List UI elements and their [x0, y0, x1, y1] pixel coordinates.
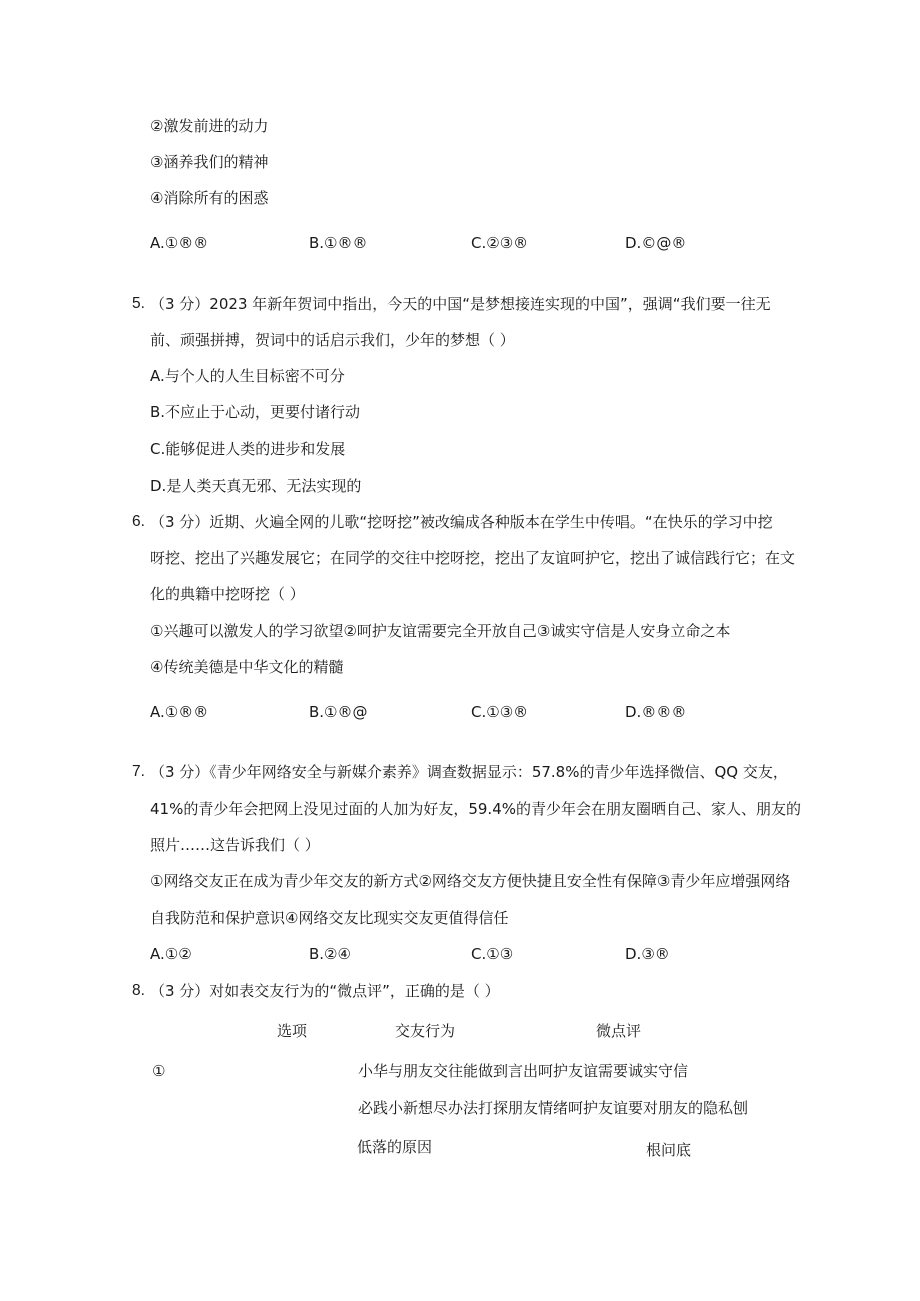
- q7-option-d: D.③®: [625, 945, 670, 963]
- table-row-line-1: 小华与朋友交往能做到言出呵护友谊需要诚实守信: [358, 1062, 689, 1080]
- q4-item-2: ②激发前进的动力: [150, 117, 269, 135]
- q7-option-c: C.①③: [471, 945, 514, 963]
- q7-option-b: B.②④: [309, 945, 351, 963]
- q6-option-c: C.①③®: [471, 703, 529, 721]
- q6-option-a: A.①®®: [150, 703, 209, 721]
- q8-stem-line-1: （3 分）对如表交友行为的“微点评”，正确的是（ ）: [150, 982, 500, 1000]
- q6-stem-line-1: （3 分）近期、火遍全网的儿歌“挖呀挖”被改编成各种版本在学生中传唱。“在快乐的学习中挖: [150, 513, 773, 531]
- table-row-line-3b: 根问底: [646, 1141, 692, 1159]
- q7-statements-line-1: ①网络交友正在成为青少年交友的新方式②网络交友方便快捷且安全性有保障③青少年应增强网络: [150, 872, 791, 890]
- q6-statements-line-2: ④传统美德是中华文化的精髓: [150, 658, 344, 676]
- q7-statements-line-2: 自我防范和保护意识④网络交友比现实交友更值得信任: [150, 909, 509, 927]
- q5-option-d: D.是人类天真无邪、无法实现的: [150, 477, 362, 495]
- q5-number: 5.: [132, 295, 145, 312]
- q6-statements-line-1: ①兴趣可以激发人的学习欲望②呵护友谊需要完全开放自己③诚实守信是人安身立命之本: [150, 622, 731, 640]
- q4-option-a: A.①®®: [150, 234, 209, 252]
- q6-option-d: D.®®®: [625, 703, 687, 721]
- table-row-line-2: 必践小新想尽办法打探朋友情绪呵护友谊要对朋友的隐私刨: [358, 1099, 749, 1117]
- q4-option-b: B.①®®: [309, 234, 368, 252]
- table-row-marker: ①: [152, 1062, 166, 1080]
- q7-stem-line-3: 照片……这告诉我们（ ）: [150, 836, 320, 854]
- q4-item-4: ④消除所有的困惑: [150, 189, 269, 207]
- q7-stem-line-1: （3 分）《青少年网络安全与新媒介素养》调查数据显示：57.8%的青少年选择微信、QQ 交友，: [150, 763, 788, 781]
- table-row-line-3a: 低落的原因: [357, 1138, 433, 1156]
- table-header-comment: 微点评: [596, 1022, 642, 1040]
- q4-item-3: ③涵养我们的精神: [150, 153, 269, 171]
- q7-number: 7.: [132, 763, 145, 780]
- q4-option-d: D.©@®: [625, 234, 687, 252]
- q5-option-a: A.与个人的人生目标密不可分: [150, 367, 345, 385]
- table-header-behavior: 交友行为: [395, 1022, 456, 1040]
- q7-option-a: A.①②: [150, 945, 192, 963]
- q6-option-b: B.①®@: [309, 703, 368, 721]
- q7-stem-line-2: 41%的青少年会把网上没见过面的人加为好友，59.4%的青少年会在朋友圈晒自己、家人、朋友的: [150, 800, 801, 818]
- q4-option-c: C.②③®: [471, 234, 529, 252]
- q6-stem-line-3: 化的典籍中挖呀挖（ ）: [150, 585, 305, 603]
- q8-number: 8.: [132, 982, 145, 999]
- q5-stem-line-1: （3 分）2023 年新年贺词中指出，今天的中国“是梦想接连实现的中国”，强调“我们要一往无: [150, 295, 771, 313]
- q5-option-b: B.不应止于心动，更要付诸行动: [150, 403, 361, 421]
- q5-stem-line-2: 前、顽强拼搏，贺词中的话启示我们，少年的梦想（ ）: [150, 331, 515, 349]
- q6-number: 6.: [132, 513, 145, 530]
- q5-option-c: C.能够促进人类的进步和发展: [150, 440, 346, 458]
- table-header-option: 选项: [277, 1022, 308, 1040]
- q6-stem-line-2: 呀挖、挖出了兴趣发展它；在同学的交往中挖呀挖，挖出了友谊呵护它，挖出了诚信践行它；在文: [150, 549, 796, 567]
